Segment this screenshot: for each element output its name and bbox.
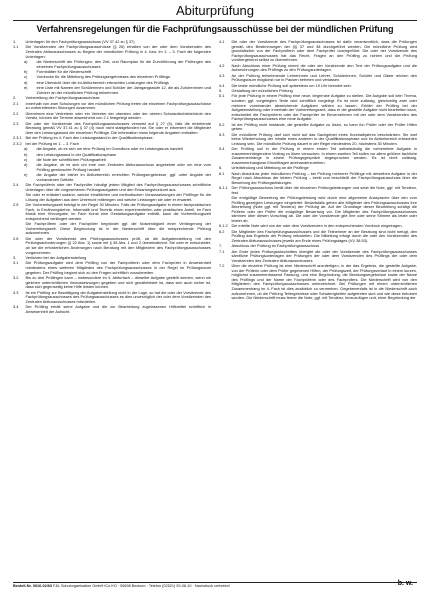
clause-text: Die erteilte Note wird von der oder dem Vorsitzenden in den entsprechenden Vordruck eingetragen.: [231, 223, 403, 229]
footer-rule: [13, 582, 417, 583]
clause-item: [13, 276, 211, 290]
clause-number: 2.3.2: [13, 140, 22, 146]
clause-number: b): [24, 68, 28, 74]
clause-number: 4.1: [219, 40, 225, 44]
clause-text: Verfahren bei der Aufgabenstellung: [25, 255, 87, 260]
page-title: Abiturprüfung: [175, 3, 255, 18]
body-columns: [13, 40, 417, 580]
clause-number: 5.: [219, 88, 223, 94]
clause-text: den Leistungsstand in der Qualifikationsphase: [36, 151, 117, 157]
clause-number: 3.: [13, 255, 17, 260]
clause-item: [219, 264, 417, 300]
clause-item: [13, 237, 211, 255]
clause-item: [219, 230, 417, 244]
clause-number: 3.4: [13, 304, 19, 310]
clause-number: 7.2: [219, 263, 225, 269]
clause-text: Der Prüfling erhält seine Aufgabe und die zur Bearbeitung zugelassenen Hilfsmittel schriftlich in Anwesenheit der Aufsicht.: [25, 304, 211, 314]
clause-text: Gestaltung der mündlichen Prüfung: [231, 88, 293, 94]
clause-item: [219, 172, 417, 186]
clause-number: a): [24, 58, 28, 64]
clause-number: b): [24, 151, 28, 157]
clause-number: a): [24, 146, 28, 152]
clause-item: [13, 193, 211, 202]
clause-text: Unterlagen für den Fachprüfungsausschuss (VV 37.42 zu § 37): [25, 40, 135, 44]
clause-number: 4.4: [219, 82, 225, 88]
clause-text: Über die einzelne Prüfung ist eine Niederschrift anzufertigen, in der das Ergebnis, die gestellte Aufgabe, von der Prüferin oder dem Prüfer gegebenen Hilfen, der Prüfungszeit, der Prüfungsverlauf in einem kurzen, möglichst zusammenfassend Fassung, und eine Begründung, die Beratungsergebnisse sowie der Name des Prüflings und der Name der Fachprüferin oder des Fachprüfers. Die Niederschrift wird von den Mitgliedern des Fachprüfungsausschusses unterzeichnet. Bei Prüfungen mit einem unterrichtlichen Zusammenhang im 4. Fach ist dies zusätzlich zu vermerken. Gegebenenfalls ist in die Niederschrift auch aufzunehmen, ob die Prüfung Teilergebnisse oder Schwierigkeiten aufgetreten sind und wie diese behoben wurden. Die Niederschrift muss ferner die Note, ggf. mit Tendenz, hinzuzufügen und, einer Begründung der: [231, 263, 417, 301]
clause-item: [24, 60, 211, 69]
clause-number: 2.: [13, 95, 17, 101]
clause-text: Vorbereitung der Fachprüfungsausschüsse: [25, 95, 100, 101]
turn-page-note: b. w.: [397, 580, 413, 587]
page-footer: [13, 580, 417, 596]
clause-text: Die oder der Vorsitzende des Fachprüfungsausschusses ist dafür verantwortlich, dass die Prüfungen gemäß den Bestimmungen der §§ 37 und 38 durchgeführt werden. Die mündliche Prüfung wird grundsätzlich von der Fachprüferin oder dem Fachprüfer durchgeführt. Die oder der Vorsitzende des Fachprüfungsausschusses hat das Recht, Fragen an den Prüfling zu richten und die Prüfung vorübergehend selbst zu übernehmen.: [231, 40, 417, 63]
order-number: Bestell-Nr. 0616-02/63: [13, 584, 53, 588]
clause-item: [13, 112, 211, 121]
clause-item: [13, 291, 211, 305]
clause-text: bei der Prüfung im 1. – 3. Fach: [25, 140, 79, 146]
clause-item: [24, 173, 211, 182]
clause-number: 6.1: [219, 170, 225, 176]
clause-text: Formblätter für die Niederschrift: [36, 68, 92, 74]
clause-number: 2.2: [13, 110, 19, 116]
clause-number: 7.1: [219, 248, 225, 254]
clause-text: die Angabe, ob es sich um eine Prüfung im Grundkurs oder im Leistungskurs handelt: [36, 146, 183, 152]
clause-item: [13, 222, 211, 236]
clause-item: [13, 102, 211, 111]
clause-number: 1.: [13, 40, 17, 44]
clause-item: [13, 261, 211, 275]
clause-item: [219, 133, 417, 147]
clause-text: Urteilsfindung und Mitteilung an die Prüflinge: [231, 165, 309, 171]
clause-text: die Niederschrift der Prüfungen, den Zeit- und Raumplan für die Durchführung der Prüfungen des einzelnen Fachprüfungsausschusses: [36, 58, 211, 69]
clause-item: [219, 64, 417, 73]
clause-item: [13, 203, 211, 221]
page-header: [0, 0, 430, 18]
clause-item: [24, 163, 211, 172]
clause-text: An der Prüfung teilnehmende Lehrerinnen und Lehrer, Schülerinnen, Schüler und Gäste reichen den Prüfungsraum möglichst nur in Pausen betreten und verlassen.: [231, 72, 417, 83]
clause-number: 5.4: [219, 146, 225, 152]
clause-number: 5.2: [219, 121, 225, 127]
clause-number: c): [24, 156, 28, 162]
clause-text: Die mündliche Prüfung darf sich nicht auf das Sachgebiet eines Kurshalbjahres beschränken. Sie darf keine Wiederholung der Inhalte eines anderen in der Qualifikationsphase und im Abiturbereich erbrachten Leistung sein. Die mündliche Prüfung dauert in der Regel mindestens 20, höchstens 30 Minuten.: [231, 131, 417, 146]
clause-item: [24, 86, 211, 95]
clause-item: [219, 40, 417, 63]
clause-item: [13, 183, 211, 192]
clause-text: Die letzte mündliche Prüfung soll spätestens um 19 Uhr beendet sein.: [231, 82, 352, 88]
clause-item: [219, 186, 417, 195]
clause-text: Die oder der Vorsitzende des Prüfungsausschusses prüft, ob die Aufgabenstellung mit den Prüfungsanforderungen (§ 22 Abs. 1) sowie mit § 38 Abs. 1 und 2 übereinstimmt. Sie oder er entscheidet, ob sie die erforderlichen Änderungen nach Beratung mit den Mitgliedern des Fachprüfungsausschusses vorgenommen.: [25, 235, 211, 255]
clause-number: 5.3: [219, 131, 225, 137]
clause-text: eine Liste mit Namen der Schülerinnen und Schüler der Jahrgangsstufe 12, die als Zuhörerinnen und Zuhörer an der mündlichen Prüfung teilnehmen.: [36, 85, 211, 95]
clause-number: [219, 196, 232, 223]
clause-number: 1.1: [13, 44, 19, 50]
clause-text: die Angabe der bisher im Abiturbereich erreichten Prüfungsergebnisse, ggf. unter Angabe der vorhandenen Defizite.: [36, 172, 211, 182]
publisher-info: F&L Schulorganisation GmbH+Co.KG · 59698 Beckum · Telefon (02521) 93-06-10 · Nachdruck verboten!: [53, 584, 230, 588]
clause-item: [219, 250, 417, 264]
clause-number: 6.1.1: [219, 185, 228, 191]
clause-text: Die Prüfungsaufgabe wird dem Prüfling von der Fachprüferin oder dem Fachprüfer in Anwesenheit mindestens eines weiteren Mitgliedes des Fachprüfungsausschusses in der Regel im Prüfungsraum gegeben. Der Prüfling beginnt sich zu den Fragen schriftlich vorzubereiten.: [25, 260, 211, 275]
clause-text: Am Ende jedes Prüfungsabschnittes übergibt die oder der Vorsitzende des Fachprüfungsausschusses sämtliche Prüfungsunterlagen der Prüfungen der oder dem Vorsitzenden des Prüflings der oder dem Vorsitzenden des Zentralen Abiturausschusses.: [231, 248, 417, 263]
clause-number: 2.1: [13, 100, 19, 106]
clause-text: Die Fachprüferin oder der Fachprüfer begründet ggf. die Notwendigkeit einer Verlängerung der Vorbereitungszeit. Diese Begründung ist in der Niederschrift über die entsprechende Prüfung aufzunehmen.: [25, 221, 211, 236]
clause-item: [13, 45, 211, 59]
clause-number: 3.3: [13, 289, 19, 295]
clause-number: 3.2: [13, 274, 19, 280]
clause-number: 2.6: [13, 235, 19, 241]
clause-number: 4.2: [219, 62, 225, 68]
clause-text: Bis zu drei Prüflingen kann – insbesondere im 4. Abiturfach – dieselbe Aufgabe gestellt werden, wenn sie gleichen unterrichtlichen Voraussetzungen gegeben und sich gewährleistet ist, dass sich auch sicher ist, dass sich gegenseitig keine Hilfe leisten können.: [25, 274, 211, 290]
page-subheader: [0, 20, 430, 35]
clause-number: e): [24, 85, 28, 91]
clause-number: 2.3.1: [13, 135, 22, 141]
clause-number: [13, 222, 26, 236]
clause-number: c): [24, 74, 28, 80]
clause-number: 6.: [219, 165, 223, 171]
clause-item: [219, 196, 417, 223]
clause-item: [219, 147, 417, 165]
clause-text: Die Vorbereitungszeit beträgt in der Regel 30 Minuten. Falls die Prüfungsaufgabe in einem fachpraktischen Fach, in Ernährungslehre, Informatik und Technik einen experimentellen oder praktischen Anteil, im Fach Musik eine Hörvorgabe, im Fach Kunst eine Gestaltungsaufgabe enthält, kann die Vorbereitungszeit entsprechend verlängert werden.: [25, 202, 211, 221]
clause-text: Die Vorsitzenden der Fachprüfungsausschüsse (§ 26) erhalten von der oder dem Vorsitzenden des Zentralen Abiturausschusses zu Beginn der mündlichen Prüfung in 4. bzw. im 1. – 3. Fach die folgenden Unterlagen:: [25, 44, 211, 59]
clause-text: Sie oder er erläutert sodann, welche inhaltlichen und methodischen Voraussetzungen der Prüflinge für die Lösung der Aufgaben aus dem Unterricht mitbringen und welche Leistungen sie oder er erwartet.: [25, 192, 211, 202]
clause-number: 6.1.2: [219, 223, 228, 229]
clause-number: 4.3: [219, 72, 225, 78]
clause-number: e): [24, 172, 28, 178]
clause-number: 2.4: [13, 182, 19, 188]
clause-text: Die oder der Vorsitzende des Fachprüfungsausschusses verweist auf § 27 (5), falls die einleitende Beratung gemäß VV 37.41 zu § 37 (4) noch nicht stattgefunden hat. Sie oder er informiert die Mitglieder über den Leistungsstand der einzelnen Prüflinge. Die Information muss folgende Angaben enthalten:: [25, 120, 211, 135]
clause-text: Die Fachprüferin oder der Fachprüfer händigt jedem Mitglied des Fachprüfungsausschusses schriftliche Unterlagen über die vorgesehenen Prüfungsaufgaben und den Erwartungshorizont aus.: [25, 182, 211, 192]
clause-text: Vordrucke für die Mitteilung des Prüfungsergebnisses des einzelnen Prüflings: [36, 74, 170, 80]
clause-number: [13, 193, 26, 202]
clause-item: [219, 123, 417, 132]
clause-number: 5.1: [219, 93, 225, 99]
clause-text: Der Prüfling soll in der Prüfung in einem ersten Teil selbstständig die vorbereitete Aufgabe in zusammenhängendem Vortrag zu lösen versuchen. In einem zweiten Teil sollen vor allem größere fachliche Zusammenhänge in einem Prüfungsgespräch angesprochen werden. Es ist nicht zulässig, zusammenhanglose Einzelfragen aneinanderzureihen.: [231, 146, 417, 165]
clause-number: 7.: [219, 243, 223, 249]
clause-text: Abschluss der Prüfung im Fachprüfungsausschuss: [231, 243, 320, 249]
clause-number: 2.3: [13, 120, 19, 126]
clause-text: Ist ein Prüfling zur Bewältigung der Aufgabenstellung nicht in der Lage, so hat die oder der Vorsitzende des Fachprüfungsausschusses des Prüfungsausschusses es dies unverzüglich der oder dem Vorsitzenden des Zentralen Abiturausschusses mitzuteilen.: [25, 289, 211, 304]
left-column: [13, 40, 211, 580]
clause-text: Die endgültige Bewertung der Prüfungsleistung wird durch eine allgemeine Aussprache über den vom Prüfling gezeigten Leistungen eingeleitet. Bedarfsfalls geben alle Mitglieder des Prüfungsausschusses ihre Beurteilung (Note ggf. mit Tendenz) der Prüfung ab. Auf der Grundlage dieser Beurteilung schlägt die Prüferin oder der Prüfer die endgültige Bewertung vor. Die Mitglieder des Fachprüfungsausschusses stimmen über diesen Vorschlag ab. Die oder der Vorsitzende gibt ihre oder seine Stimme als letzte oder letzter ab.: [231, 195, 417, 223]
clause-text: Bei der Prüfung im 4. Fach den Leistungsstand in der Qualifikationsphase;: [25, 135, 154, 141]
clause-number: d): [24, 162, 28, 168]
clause-number: 3.1: [13, 260, 19, 266]
clause-item: [24, 147, 211, 152]
right-column: [219, 40, 417, 580]
clause-text: die Angabe, ob es sich um eine vom Zentralen Abiturausschuss angesetzte oder um eine vom Prüfling gewünschte Prüfung handelt: [36, 162, 211, 172]
clause-number: 6.2: [219, 228, 225, 234]
clause-item: [13, 305, 211, 314]
clause-text: Nach Abschluss jeder mündlichen Prüfung – bei Prüfung mehrerer Prüflinge mit derselben Aufgabe in der Regel nach Abschluss der letzten Prüfung – berät und beschließt der Fachprüfungsausschuss über die Bewertung der Prüfungsleistungen.: [231, 170, 417, 185]
clause-number: 2.5: [13, 202, 19, 208]
clause-text: Ist der Prüfling nicht imstande, die gestellte Aufgabe zu lösen, so kann ihn Prüfer oder der Prüfer Hilfen geben.: [231, 121, 417, 132]
clause-text: eine Übersicht über die im Abiturbereich erbrachten Leistungen des Prüflings: [36, 79, 169, 85]
clause-number: d): [24, 79, 28, 85]
clause-item: [13, 122, 211, 136]
clause-text: Nach Abschluss einer Prüfung nimmt die oder der Vorsitzende den Text der Prüfungsaufgabe und die Aufzeichnungen des Prüflings zu den Prüfungsunterlagen.: [231, 62, 417, 73]
clause-text: Der Prüfungsausschuss berät über die einzelnen Prüfungsleistungen und setzt die Note, ggf. mit Tendenz, fest.: [231, 185, 417, 195]
clause-text: Für jede Prüfung in einem Prüfling eine neue, begrenzte Aufgabe zu stellen. Die Aufgabe soll kein Thema, sondern ggf. vorgelegten Texte wird schriftlich vorgelegt. Es ist nicht zulässig, gleichzeitig zwei oder mehrere voneinander abweichende Aufgaben wählen zu lassen. Erklärt der Prüfling bei der Aufgabenstellung oder innerhalb der Vorbereitungszeit, dass er die gestellte Aufgabe nicht bearbeiten kann, entscheidet die Fachprüferin oder der Fachprüfer im Einvernehmen mit der oder dem Vorsitzenden des Fachprüfungsausschusses eine neue Aufgabe.: [231, 93, 417, 122]
page-subtitle: Verfahrensregelungen für die Fachprüfungsausschüsse bei der mündlichen Prüfung: [36, 24, 394, 34]
clause-text: Innerhalb von zwei Schulungen vor den mündlichen Prüfung treten die einzelnen Fachprüfungsausschüsse zu vorbereitenden Sitzungen zusammen.: [25, 100, 211, 111]
clause-item: [219, 74, 417, 83]
clause-text: die Note der schriftlichen Prüfungsarbeit: [36, 156, 106, 162]
clause-text: Übernimmt eine Vertreterin oder ein Vertreter der obersten oder der oberen Schulaufsichtsbehörde den Vorsitz, können die Termine abweichend von 2.1 festgelegt werden.: [25, 110, 211, 121]
clause-text: Die Mitglieder des Fachprüfungsausschusses und die Teilnehmer an der Beratung sind nicht befugt, den Prüfling das Ergebnis der Prüfung mitzuteilen. Die Mitteilung erfolgt durch die oder den Vorsitzenden des Zentralen Abiturausschusses jeweils am Ende eines Prüfungstages (VV 38.53).: [231, 228, 417, 243]
clause-item: [219, 94, 417, 121]
